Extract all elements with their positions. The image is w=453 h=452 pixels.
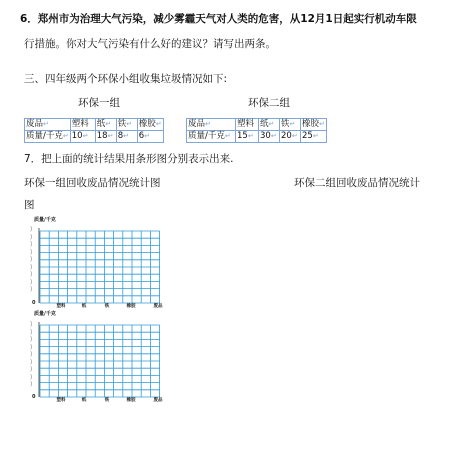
table-cell: 18↵ xyxy=(95,131,116,143)
table-row xyxy=(187,131,327,143)
table-cell: 铁↵ xyxy=(280,119,301,131)
chart1-axis-ticks: ) ) ) ) ) ) ) ) ) xyxy=(30,226,33,293)
chart2-xlabel: 废品 xyxy=(153,398,163,403)
q6-line1: 6．郑州市为治理大气污染，减少雾霾天气对人类的危害，从12月1日起实行机动车限 xyxy=(20,13,417,25)
chart1-xtick-rubber: 橡胶 xyxy=(126,304,136,309)
group2-title: 环保二组 xyxy=(248,97,290,109)
table-cell: 铁↵ xyxy=(116,119,137,131)
chart1-ylabel: 质量/千克 xyxy=(34,217,56,223)
chart1-origin: 0 xyxy=(32,300,36,306)
group1-title: 环保一组 xyxy=(78,97,120,109)
chart2-xtick-rubber: 橡胶 xyxy=(126,398,136,403)
chart1-caption: 环保一组回收废品情况统计图 xyxy=(24,177,161,189)
chart1-xtick-plastic: 塑料 xyxy=(56,304,66,309)
table-cell: 质量/千克↵ xyxy=(26,131,69,141)
chart1-xlabel: 废品 xyxy=(153,304,163,309)
table-header-row xyxy=(25,119,164,131)
chart1-xtick-iron: 铁 xyxy=(104,304,110,309)
table-cell: 橡胶↵ xyxy=(138,119,162,129)
table-cell: 6↵ xyxy=(137,131,163,143)
table-cell: 30↵ xyxy=(259,131,280,143)
chart2-axis-ticks: ) ) ) ) ) ) ) ) ) xyxy=(30,321,33,388)
table-cell: 废品↵ xyxy=(187,119,236,131)
chart2-xtick-paper: 纸 xyxy=(81,398,87,403)
chart2-grid xyxy=(14,320,174,400)
table-cell: 纸↵ xyxy=(259,119,280,131)
chart1-grid xyxy=(14,226,174,306)
chart2-xtick-iron: 铁 xyxy=(104,398,110,403)
table-cell: 塑料 xyxy=(70,119,95,131)
group2-table xyxy=(186,118,327,143)
q7-instruction: 7．把上面的统计结果用条形图分别表示出来. xyxy=(24,153,234,165)
chart2-xtick-plastic: 塑料 xyxy=(56,398,66,403)
q6-line2: 行措施。你对大气污染有什么好的建议？请写出两条。 xyxy=(24,38,276,50)
table-cell: 25↵ xyxy=(301,131,327,143)
table-header-row xyxy=(187,119,327,131)
table-cell: 20↵ xyxy=(280,131,301,143)
table-cell: 橡胶↵ xyxy=(302,119,325,129)
table-cell: 8↵ xyxy=(116,131,137,143)
chart2-ylabel: 质量/千克 xyxy=(34,311,56,317)
table-cell: 塑料 xyxy=(236,119,259,131)
table-cell: 纸↵ xyxy=(95,119,116,131)
table-cell: 质量/千克↵ xyxy=(187,131,236,143)
table-cell: 废品↵ xyxy=(25,119,71,131)
chart1-xtick-paper: 纸 xyxy=(81,304,87,309)
table-row xyxy=(25,131,164,143)
chart2-caption-wrap: 图 xyxy=(24,199,35,211)
chart2-caption: 环保二组回收废品情况统计 xyxy=(294,177,420,189)
table-cell: 10↵ xyxy=(70,131,95,143)
chart2-origin: 0 xyxy=(32,394,36,400)
group1-table xyxy=(24,118,164,143)
table-cell: 15↵ xyxy=(236,131,259,143)
section3-heading: 三、四年级两个环保小组收集垃圾情况如下: xyxy=(24,73,228,85)
